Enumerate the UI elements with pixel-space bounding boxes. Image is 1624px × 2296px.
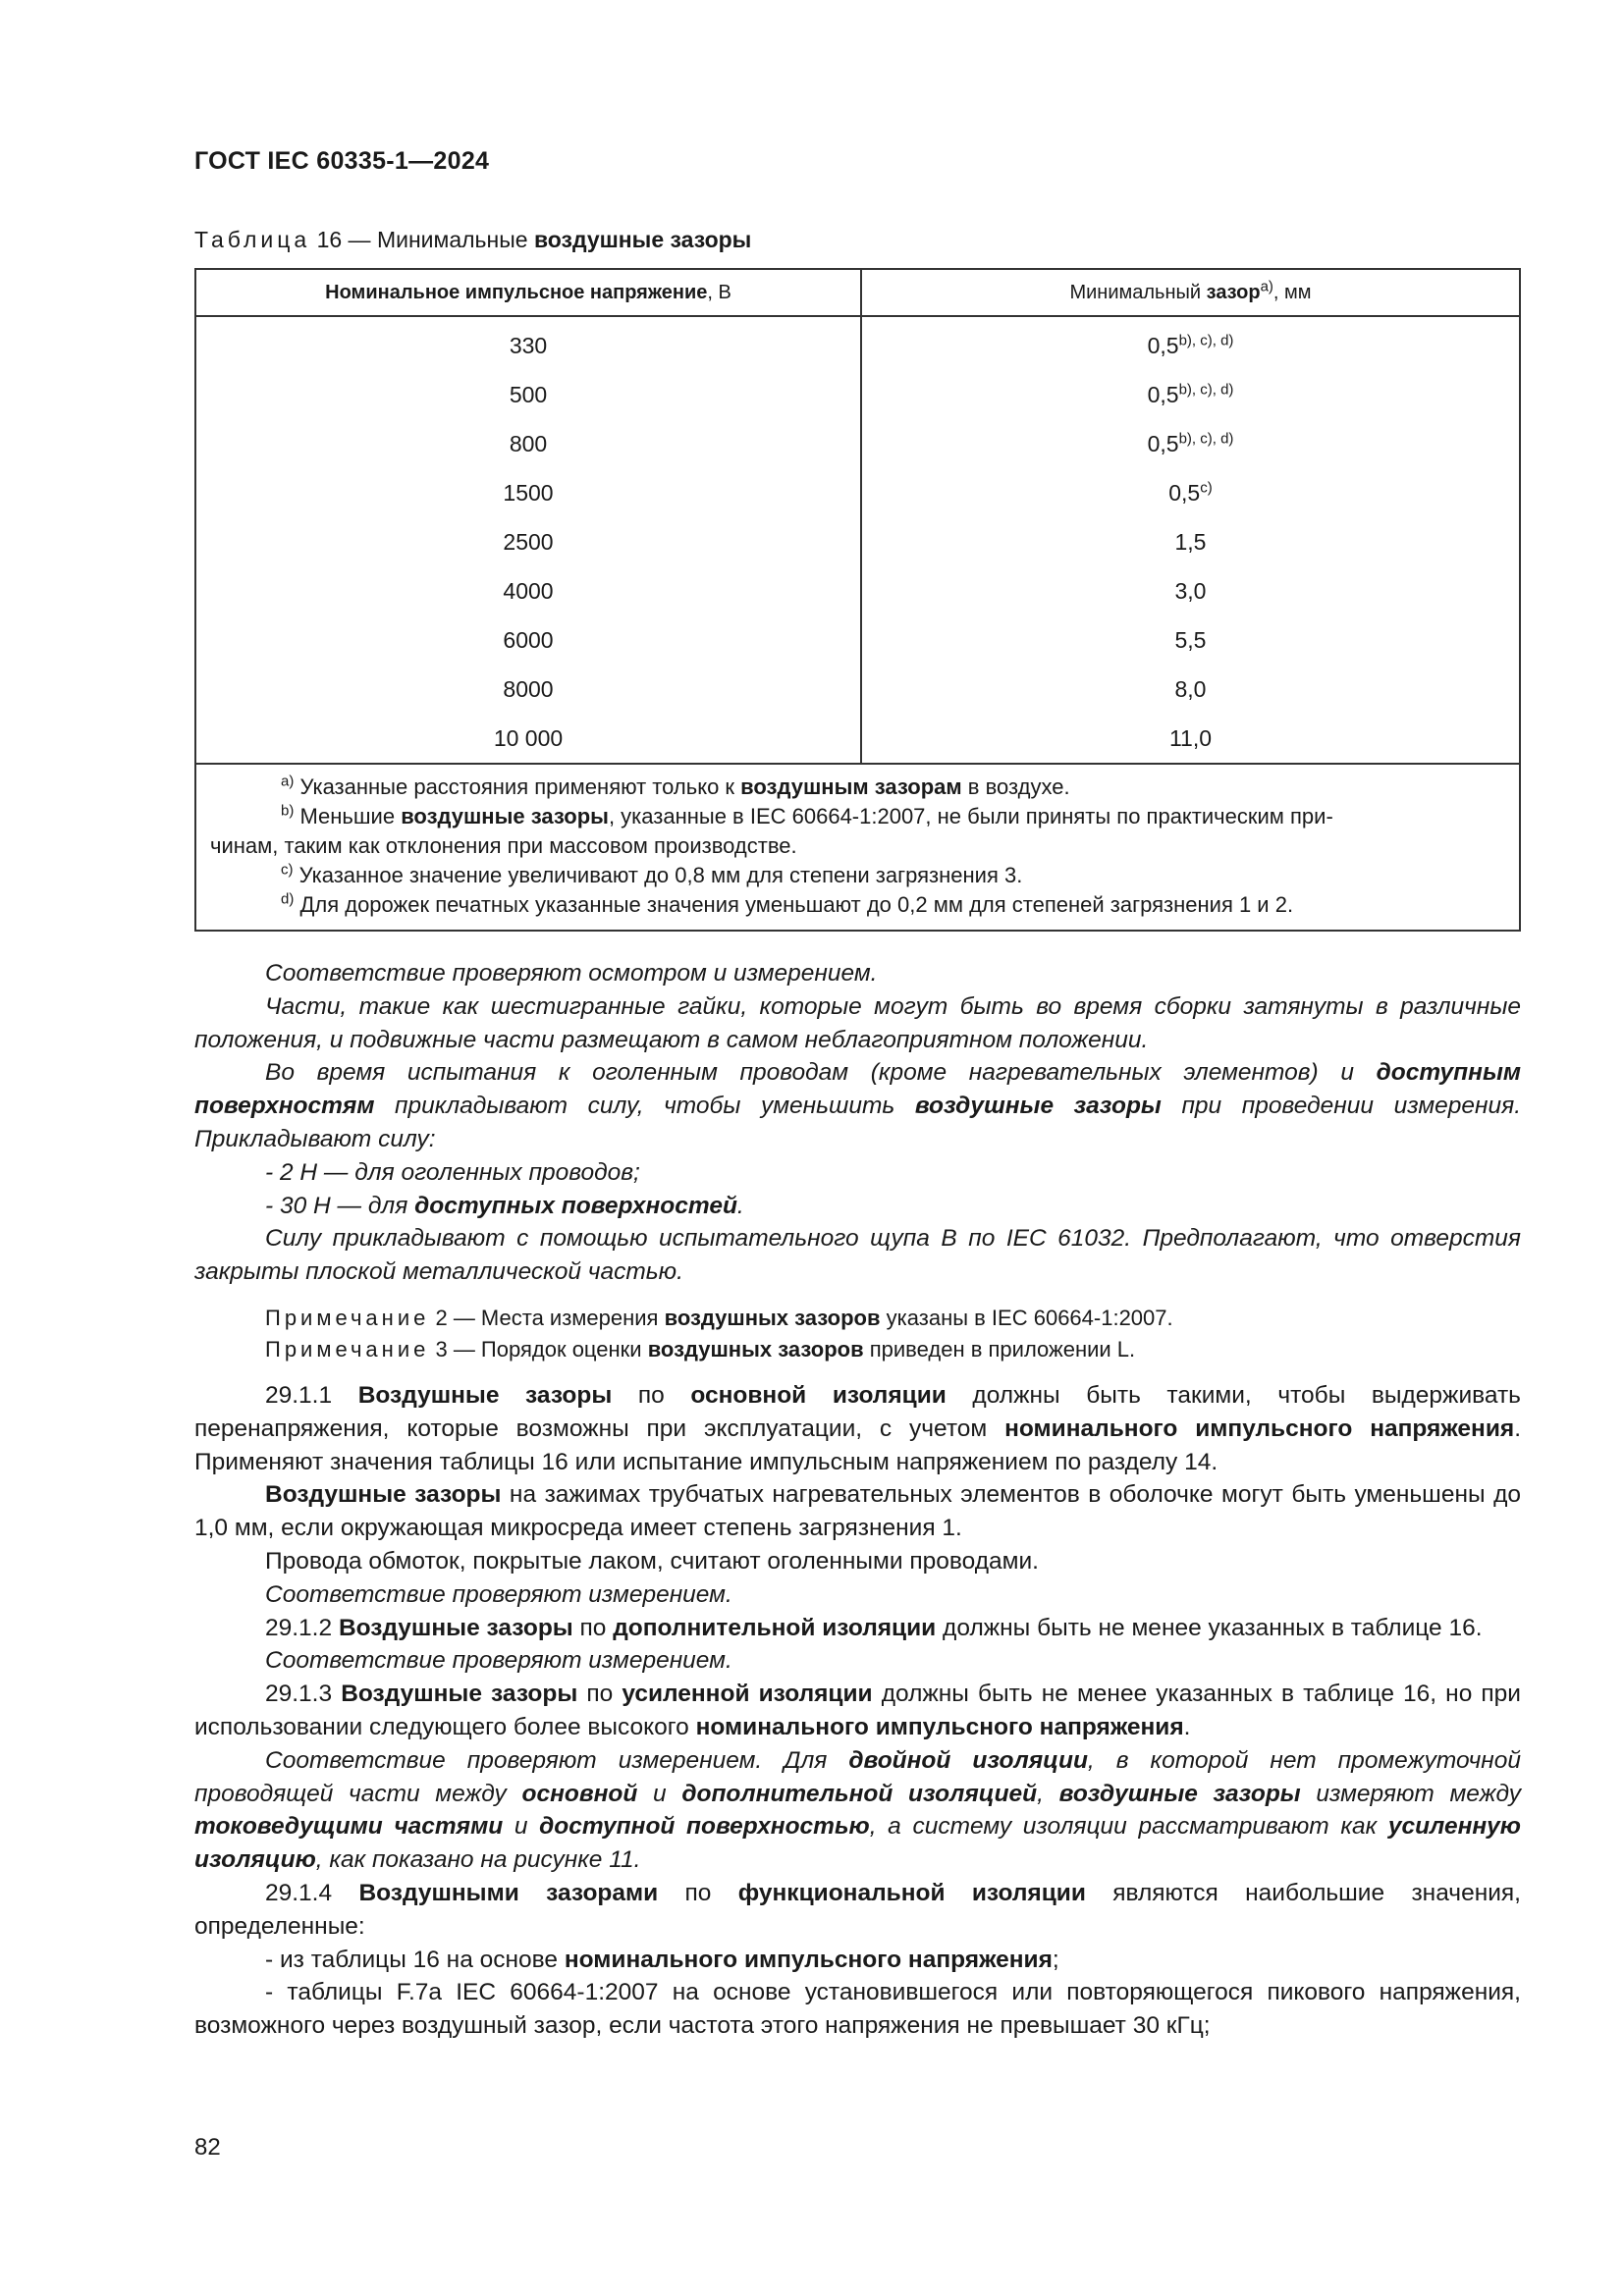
clearance-cell: 1,5: [861, 517, 1520, 566]
table-row: [195, 468, 1520, 517]
voltage-cell: 500: [195, 370, 861, 419]
caption-number: 16 —: [316, 227, 371, 252]
table-row: [195, 615, 1520, 665]
note-b-continued: чинам, таким как отклонения при массовом производстве.: [210, 833, 797, 858]
table-notes: [195, 764, 1520, 931]
clearance-cell: 8,0: [861, 665, 1520, 714]
clearance-cell: $0,5^{b), c), d)}$: [861, 316, 1520, 370]
voltage-cell: 10 000: [195, 714, 861, 764]
table-row: [195, 316, 1520, 370]
paragraph: Провода обмоток, покрытые лаком, считают оголенными проводами.: [265, 1547, 1039, 1575]
table-row: [195, 419, 1520, 468]
voltage-cell: 6000: [195, 615, 861, 665]
note-a: $^{a)}$ Указанные расстояния применяют только к воздушным зазорам в воздухе.: [281, 773, 1070, 799]
voltage-cell: 1500: [195, 468, 861, 517]
clearance-cell: 0,5$^{c)}$: [861, 468, 1520, 517]
clearance-cell: 11,0: [861, 714, 1520, 764]
list-item: - таблицы F.7a IEC 60664-1:2007 на основе установившегося или повторяющегося пикового напряжения, возможного через воздушный зазор, если частота этого напряжения не превышает 30 кГц;: [194, 1979, 1521, 2040]
paragraph: Соответствие проверяют измерением.: [265, 1647, 732, 1675]
table-row: [195, 665, 1520, 714]
paragraph: Соответствие проверяют осмотром и измерением.: [265, 960, 878, 987]
note-d: $^{d)}$ Для дорожек печатных указанные значения уменьшают до 0,2 мм для степеней загрязнения 1 и 2.: [281, 890, 1294, 917]
note-b: $^{b)}$ Меньшие воздушные зазоры, указанные в IEC 60664-1:2007, не были приняты по практическим при-: [281, 802, 1333, 828]
table-header-row: [195, 269, 1520, 316]
note-2: Примечание 2 — Места измерения воздушных зазоров указаны в IEC 60664-1:2007.: [265, 1305, 1173, 1330]
list-item: - из таблицы 16 на основе номинального импульсного напряжения;: [265, 1946, 1059, 1973]
table-caption: [194, 227, 751, 253]
table-row: [195, 517, 1520, 566]
paragraph: Воздушные зазоры на зажимах трубчатых нагревательных элементов в оболочке могут быть уменьшены до 1,0 мм, если окружающая микросреда имеет степень загрязнения 1.: [194, 1481, 1522, 1542]
note-c: $^{c)}$ Указанное значение увеличивают до 0,8 мм для степени загрязнения 3.: [281, 861, 1023, 887]
list-item: - 2 Н — для оголенных проводов;: [265, 1158, 640, 1186]
clearance-cell: $0,5^{b), c), d)}$: [861, 370, 1520, 419]
table-row: [195, 370, 1520, 419]
paragraph: Во время испытания к оголенным проводам (кроме нагревательных элементов) и доступным поверхностям прикладывают силу, чтобы уменьшить воздушные зазоры при проведении измерения. Прикладывают силу:: [194, 1059, 1522, 1152]
note-3: Примечание 3 — Порядок оценки воздушных зазоров приведен в приложении L.: [265, 1336, 1136, 1362]
voltage-cell: 2500: [195, 517, 861, 566]
table-row: [195, 566, 1520, 615]
caption-text: Минимальные: [376, 227, 528, 252]
voltage-cell: 800: [195, 419, 861, 468]
page-number: 82: [194, 2134, 221, 2161]
paragraph: Части, такие как шестигранные гайки, которые могут быть во время сборки затянуты в различные положения, и подвижные части размещают в самом неблагоприятном положении.: [194, 992, 1521, 1053]
clearance-cell: 5,5: [861, 615, 1520, 665]
list-item: - 30 Н — для доступных поверхностей.: [265, 1192, 744, 1219]
body-text: [194, 957, 1521, 2043]
header-voltage: Номинальное импульсное напряжение, В: [195, 269, 861, 316]
voltage-cell: 8000: [195, 665, 861, 714]
clause-29-1-1: 29.1.1 Воздушные зазоры по основной изоляции должны быть такими, чтобы выдерживать перенапряжения, которые возможны при эксплуатации, с учетом номинального импульсного напряжения. Применяют значения таблицы 16 или испытание импульсным напряжением по разделу 14.: [194, 1381, 1521, 1475]
voltage-cell: 4000: [195, 566, 861, 615]
paragraph: Силу прикладывают с помощью испытательного щупа В по IEC 61032. Предполагают, что отверстия закрыты плоской металлической частью.: [194, 1225, 1521, 1286]
paragraph: Соответствие проверяют измерением.: [265, 1580, 732, 1608]
document-header: ГОСТ IEC 60335-1—2024: [194, 147, 490, 175]
clearance-cell: $0,5^{b), c), d)}$: [861, 419, 1520, 468]
table-row: [195, 714, 1520, 764]
table-notes-row: [195, 764, 1520, 931]
clearance-table: [194, 268, 1521, 932]
voltage-cell: 330: [195, 316, 861, 370]
paragraph: Соответствие проверяют измерением. Для двойной изоляции, в которой нет промежуточной проводящей части между основной и дополнительной изоляцией, воздушные зазоры измеряют между токоведущими частями и доступной поверхностью, а систему изоляции рассматривают как усиленную изоляцию, как показано на рисунке 11.: [194, 1746, 1522, 1874]
clause-29-1-3: 29.1.3 Воздушные зазоры по усиленной изоляции должны быть не менее указанных в таблице 16, но при использовании следующего более высокого номинального импульсного напряжения.: [194, 1681, 1521, 1740]
clearance-cell: 3,0: [861, 566, 1520, 615]
clause-29-1-2: 29.1.2 Воздушные зазоры по дополнительной изоляции должны быть не менее указанных в таблице 16.: [265, 1614, 1483, 1641]
caption-label: Таблица: [194, 227, 311, 252]
clause-29-1-4: 29.1.4 Воздушными зазорами по функциональной изоляции являются наибольшие значения, определенные:: [194, 1879, 1521, 1940]
header-clearance: Минимальный зазор$^{а)}$, мм: [861, 269, 1520, 316]
caption-bold: воздушные зазоры: [533, 227, 752, 252]
